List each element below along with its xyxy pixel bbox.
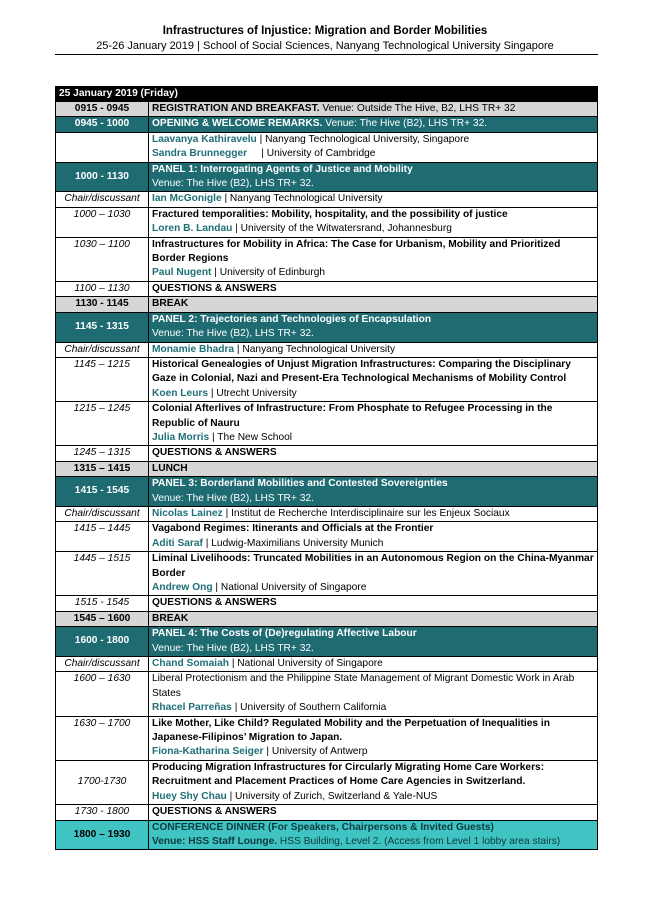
panel4-venue: Venue: The Hive (B2), LHS TR+ 32. [152, 642, 314, 654]
paper-affiliation: | University of Southern California [231, 702, 387, 714]
break-row [56, 611, 598, 626]
paper-row [56, 716, 598, 760]
paper-author: Rhacel Parreñas [152, 702, 232, 714]
speaker-affiliation: | University of Cambridge [247, 148, 376, 160]
paper-time: 1030 – 1100 [56, 237, 149, 281]
panel2-time: 1145 - 1315 [56, 312, 149, 342]
chair-label: Chair/discussant [56, 506, 149, 521]
dinner-title: CONFERENCE DINNER (For Speakers, Chairpersons & Invited Guests) [152, 821, 494, 833]
paper-author: Huey Shy Chau [152, 790, 227, 802]
paper-author: Aditi Saraf [152, 537, 203, 549]
panel1-venue: Venue: The Hive (B2), LHS TR+ 32. [152, 178, 314, 190]
lunch-row [56, 461, 598, 476]
chair-affiliation: | Nanyang Technological University [221, 193, 383, 205]
paper-time: 1700-1730 [56, 760, 149, 804]
document-title: Infrastructures of Injustice: Migration and Border Mobilities [162, 25, 488, 37]
qa-label: QUESTIONS & ANSWERS [149, 805, 598, 820]
paper-author: Fiona-Katharina Seiger [152, 746, 264, 758]
paper-title: Vagabond Regimes: Itinerants and Officials at the Frontier [152, 523, 434, 535]
panel2-chair-row [56, 342, 598, 357]
paper-time: 1445 – 1515 [56, 552, 149, 596]
qa-time: 1100 – 1130 [56, 281, 149, 296]
speaker-name: Laavanya Kathiravelu [152, 133, 257, 145]
panel1-time: 1000 - 1130 [56, 162, 149, 192]
paper-affiliation: | University of the Witwatersrand, Johannesburg [232, 223, 452, 235]
registration-venue: Venue: Outside The Hive, B2, LHS TR+ 32 [319, 103, 516, 114]
paper-time: 1600 – 1630 [56, 672, 149, 716]
chair-label: Chair/discussant [56, 657, 149, 672]
break-time: 1545 – 1600 [56, 611, 149, 626]
panel3-title: PANEL 3: Borderland Mobilities and Contested Sovereignties [152, 478, 448, 490]
chair-name: Nicolas Lainez [152, 507, 223, 519]
dinner-venue: HSS Building, Level 2. (Access from Level 1 lobby area stairs) [277, 835, 561, 847]
document-subtitle: 25-26 January 2019 | School of Social Sciences, Nanyang Technological University Singapore [96, 40, 554, 52]
paper-affiliation: | Ludwig-Maximilians University Munich [202, 537, 384, 549]
paper-author: Loren B. Landau [152, 223, 233, 235]
opening-speakers-row [56, 132, 598, 162]
break-row [56, 297, 598, 312]
panel4-title: PANEL 4: The Costs of (De)regulating Affective Labour [152, 628, 417, 640]
paper-affiliation: | The New School [209, 431, 293, 443]
dinner-time: 1800 – 1930 [56, 820, 149, 850]
paper-author: Julia Morris [152, 431, 210, 443]
paper-title: Liminal Livelihoods: Truncated Mobilities in an Autonomous Region on the China-Myanmar Border [152, 553, 594, 579]
opening-venue: Venue: The Hive (B2), LHS TR+ 32. [322, 118, 488, 130]
paper-row [56, 237, 598, 281]
qa-label: QUESTIONS & ANSWERS [149, 596, 598, 611]
panel4-chair-row [56, 657, 598, 672]
qa-row [56, 596, 598, 611]
registration-title: REGISTRATION AND BREAKFAST. [152, 103, 320, 114]
panel3-row [56, 477, 598, 507]
panel1-title: PANEL 1: Interrogating Agents of Justice and Mobility [152, 163, 413, 175]
paper-affiliation: | University of Antwerp [263, 746, 368, 758]
programme-table [55, 86, 598, 850]
paper-row [56, 672, 598, 716]
paper-row [56, 357, 598, 401]
paper-author: Paul Nugent [152, 267, 212, 279]
qa-row [56, 281, 598, 296]
chair-name: Monamie Bhadra [152, 343, 235, 355]
chair-label: Chair/discussant [56, 192, 149, 207]
paper-affiliation: | National University of Singapore [212, 582, 367, 593]
registration-time: 0915 - 0945 [56, 102, 149, 117]
paper-time: 1630 – 1700 [56, 716, 149, 760]
paper-affiliation: | Utrecht University [208, 387, 297, 399]
chair-affiliation: | Institut de Recherche Interdisciplinaire sur les Enjeux Sociaux [222, 507, 510, 519]
paper-row [56, 552, 598, 596]
paper-row [56, 402, 598, 446]
dinner-row [56, 820, 598, 850]
chair-name: Chand Somaiah [152, 658, 229, 670]
panel3-chair-row [56, 506, 598, 521]
speaker-affiliation: | Nanyang Technological University, Singapore [256, 133, 470, 145]
opening-row [56, 117, 598, 132]
paper-row [56, 207, 598, 237]
chair-name: Ian McGonigle [152, 193, 222, 205]
header-rule [55, 54, 598, 55]
day-header-row [56, 87, 598, 102]
lunch-label: LUNCH [149, 461, 598, 476]
paper-row [56, 522, 598, 552]
panel1-chair-row [56, 192, 598, 207]
page-header [0, 0, 650, 54]
qa-time: 1515 - 1545 [56, 596, 149, 611]
panel3-time: 1415 - 1545 [56, 477, 149, 507]
paper-author: Andrew Ong [152, 582, 213, 593]
paper-time: 1000 – 1030 [56, 207, 149, 237]
break-time: 1130 - 1145 [56, 297, 149, 312]
panel2-row [56, 312, 598, 342]
qa-row [56, 805, 598, 820]
paper-title: Historical Genealogies of Unjust Migration Infrastructures: Comparing the Disciplinary Gaze in Colonial, Nazi and Present-Era Technological Mechanisms of Mobility Control [152, 358, 571, 385]
paper-time: 1145 – 1215 [56, 357, 149, 401]
paper-title: Producing Migration Infrastructures for Circularly Migrating Home Care Workers: Recruitment and Placement Practices of Home Care Agencies in Switzerland. [152, 761, 545, 788]
paper-affiliation: | University of Zurich, Switzerland & Yale-NUS [226, 790, 438, 802]
chair-label: Chair/discussant [56, 342, 149, 357]
qa-label: QUESTIONS & ANSWERS [149, 446, 598, 461]
opening-time: 0945 - 1000 [56, 117, 149, 132]
break-label: BREAK [149, 611, 598, 626]
qa-label: QUESTIONS & ANSWERS [149, 281, 598, 296]
panel2-venue: Venue: The Hive (B2), LHS TR+ 32. [152, 328, 314, 340]
paper-row [56, 760, 598, 804]
paper-affiliation: | University of Edinburgh [211, 267, 326, 279]
panel4-row [56, 627, 598, 657]
paper-title: Fractured temporalities: Mobility, hospitality, and the possibility of justice [152, 208, 508, 220]
speaker-name: Sandra Brunnegger [152, 148, 248, 160]
paper-title: Infrastructures for Mobility in Africa: The Case for Urbanism, Mobility and Prioritized Border Regions [152, 238, 561, 265]
paper-title: Colonial Afterlives of Infrastructure: From Phosphate to Refugee Processing in the Republic of Nauru [152, 403, 553, 429]
panel2-title: PANEL 2: Trajectories and Technologies of Encapsulation [152, 313, 432, 325]
lunch-time: 1315 – 1415 [56, 461, 149, 476]
panel4-time: 1600 - 1800 [56, 627, 149, 657]
chair-affiliation: | National University of Singapore [228, 658, 383, 670]
qa-time: 1730 - 1800 [56, 805, 149, 820]
dinner-venue-label: Venue: HSS Staff Lounge. [152, 835, 278, 847]
qa-time: 1245 – 1315 [56, 446, 149, 461]
break-label: BREAK [149, 297, 598, 312]
paper-author: Koen Leurs [152, 387, 209, 399]
panel1-row [56, 162, 598, 192]
paper-title: Like Mother, Like Child? Regulated Mobility and the Perpetuation of Inequalities in Japanese-Filipinos’ Migration to Japan. [152, 717, 550, 744]
chair-affiliation: | Nanyang Technological University [234, 343, 396, 355]
registration-row [56, 102, 598, 117]
day-label: 25 January 2019 (Friday) [56, 87, 598, 102]
paper-time: 1415 – 1445 [56, 522, 149, 552]
qa-row [56, 446, 598, 461]
paper-title: Liberal Protectionism and the Philippine State Management of Migrant Domestic Work in Arab States [152, 673, 575, 699]
paper-time: 1215 – 1245 [56, 402, 149, 446]
opening-title: OPENING & WELCOME REMARKS. [152, 118, 323, 130]
panel3-venue: Venue: The Hive (B2), LHS TR+ 32. [152, 492, 314, 504]
